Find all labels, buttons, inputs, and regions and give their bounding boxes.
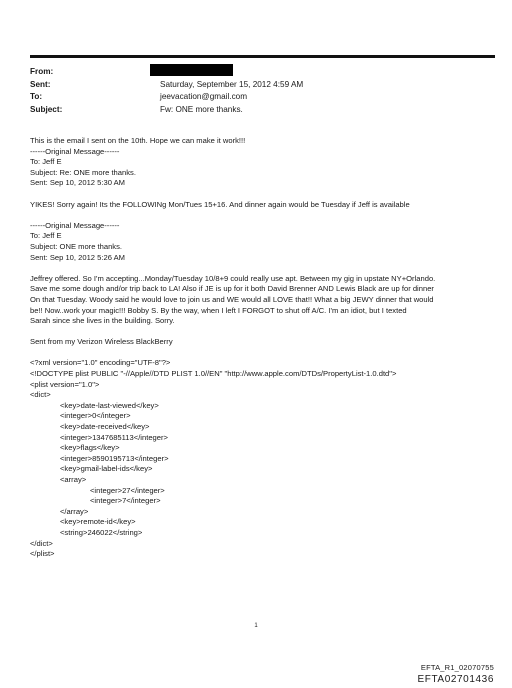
subject-value: Fw: ONE more thanks. (160, 104, 243, 114)
blank-line (30, 263, 500, 274)
redaction-box (150, 64, 233, 76)
sent-value: Saturday, September 15, 2012 4:59 AM (160, 79, 304, 89)
bates-number-small: EFTA_R1_02070755 (420, 663, 494, 672)
header-rule (30, 55, 495, 58)
text-line: </array> (60, 506, 89, 516)
to-value: jeevacation@gmail.com (160, 92, 248, 101)
text-line: ------Original Message------ (30, 146, 120, 156)
email-body (30, 136, 500, 560)
to-label: To: (30, 92, 43, 101)
text-line: <integer>8590195713</integer> (60, 453, 169, 463)
text-line: <integer>0</integer> (60, 411, 131, 421)
text-line: <integer>7</integer> (90, 496, 161, 506)
text-line: To: Jeff E (30, 157, 62, 167)
blank-line (30, 210, 500, 221)
text-line: <key>date-last-viewed</key> (60, 400, 159, 410)
text-line: Save me some dough and/or trip back to LA! Also if JE is up for it both David Brenner AND Lewis Black are up for dinner (30, 284, 434, 294)
text-line: be!! Now..work your magic!!! Bobby S. By the way, when I left I FORGOT to shut off A/C. I'm an idiot, but I texted (30, 305, 407, 315)
text-line: Sent: Sep 10, 2012 5:30 AM (30, 178, 125, 188)
text-line: <key>gmail-label-ids</key> (60, 464, 153, 474)
blank-line (30, 189, 500, 200)
text-line: <key>remote-id</key> (60, 517, 136, 527)
text-line: ------Original Message------ (30, 220, 120, 230)
from-label: From: (30, 67, 54, 76)
blank-line (30, 327, 500, 338)
text-line: YIKES! Sorry again! Its the FOLLOWINg Mon/Tues 15+16. And dinner again would be Tuesday if Jeff is available (30, 199, 410, 209)
text-line: Sarah since she lives in the building. Sorry. (30, 316, 175, 326)
subject-label: Subject: (30, 104, 63, 114)
text-line: Subject: ONE more thanks. (30, 241, 123, 251)
text-line: </dict> (30, 538, 53, 548)
text-line: </plist> (30, 549, 55, 559)
bates-number-large: EFTA02701436 (417, 674, 494, 685)
page-number: 1 (254, 623, 258, 629)
text-line: Sent: Sep 10, 2012 5:26 AM (30, 252, 125, 262)
text-line: <integer>1347685113</integer> (60, 432, 168, 442)
text-line: <plist version="1.0"> (30, 379, 100, 389)
text-line: Jeffrey offered. So I'm accepting...Monday/Tuesday 10/8+9 could really use apt. Between my gig in upstate NY+Orlando. (30, 273, 436, 283)
text-line: On that Tuesday. Woody said he would love to join us and WE would all LOVE that!! What a big JEWY dinner that would (30, 294, 434, 304)
text-line: <string>246022</string> (60, 527, 143, 537)
text-line: <?xml version="1.0" encoding="UTF-8"?> (30, 358, 171, 368)
text-line: <!DOCTYPE plist PUBLIC "-//Apple//DTD PLIST 1.0//EN" "http://www.apple.com/DTDs/PropertyList-1.0.dtd"> (30, 369, 397, 379)
text-line: <key>date-received</key> (60, 422, 150, 432)
text-line: <array> (60, 475, 87, 484)
text-line: This is the email I sent on the 10th. Hope we can make it work!!! (30, 136, 246, 145)
blank-line (30, 348, 500, 359)
text-line: <key>flags</key> (60, 443, 120, 453)
text-line: Sent from my Verizon Wireless BlackBerry (30, 337, 173, 347)
text-line: To: Jeff E (30, 231, 62, 241)
text-line: <dict> (30, 390, 51, 400)
text-line: Subject: Re: ONE more thanks. (30, 167, 136, 177)
text-line: <integer>27</integer> (90, 485, 165, 495)
sent-label: Sent: (30, 79, 51, 89)
